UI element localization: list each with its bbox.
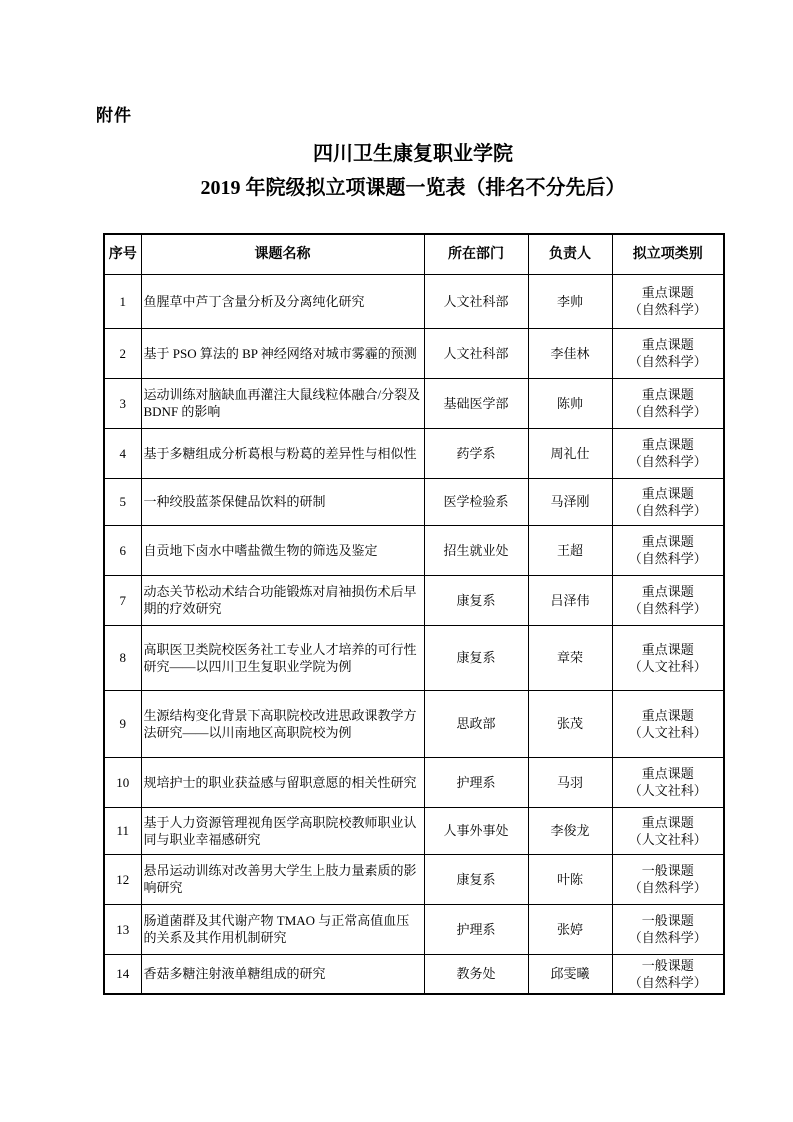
row-number-cell: 12 [104,854,141,904]
leader-cell: 马泽刚 [528,478,612,525]
project-title-cell: 运动训练对脑缺血再灌注大鼠线粒体融合/分裂及 BDNF 的影响 [141,378,424,428]
leader-cell: 李俊龙 [528,807,612,854]
category-cell [612,378,724,428]
leader-cell: 章荣 [528,625,612,690]
department-cell: 基础医学部 [424,378,528,428]
department-cell: 护理系 [424,904,528,954]
category-field: （自然科学） [628,930,707,945]
title-block [103,141,723,202]
column-header-leader: 负责人 [528,234,612,274]
category-cell [612,625,724,690]
table-row [104,904,724,954]
leader-cell: 陈帅 [528,378,612,428]
category-type: 重点课题 [641,437,694,452]
category-type: 重点课题 [641,584,694,599]
row-number-cell: 10 [104,757,141,807]
project-title-cell: 肠道菌群及其代谢产物 TMAO 与正常高值血压的关系及其作用机制研究 [141,904,424,954]
row-number-cell: 3 [104,378,141,428]
row-number-cell: 7 [104,575,141,625]
row-number-cell: 1 [104,274,141,328]
department-cell: 思政部 [424,690,528,757]
row-number-cell: 8 [104,625,141,690]
leader-cell: 李帅 [528,274,612,328]
category-type: 重点课题 [641,814,694,830]
project-title-cell: 基于 PSO 算法的 BP 神经网络对城市雾霾的预测 [141,328,424,378]
department-cell: 人事外事处 [424,807,528,854]
category-cell [612,757,724,807]
department-cell: 康复系 [424,625,528,690]
row-number-cell: 2 [104,328,141,378]
category-type: 重点课题 [641,641,694,657]
department-cell: 人文社科部 [424,274,528,328]
category-cell [612,690,724,757]
category-field: （自然科学） [628,354,707,369]
row-number-cell: 6 [104,525,141,575]
category-type: 一般课题 [641,913,694,928]
project-title-cell: 一种绞股蓝茶保健品饮料的研制 [141,478,424,525]
category-cell [612,274,724,328]
project-title-cell: 基于多糖组成分析葛根与粉葛的差异性与相似性 [141,428,424,478]
project-title-cell: 规培护士的职业获益感与留职意愿的相关性研究 [141,757,424,807]
leader-cell: 吕泽伟 [528,575,612,625]
row-number-cell: 4 [104,428,141,478]
category-field: （自然科学） [628,502,707,518]
category-type: 重点课题 [641,485,694,501]
category-type: 重点课题 [641,534,694,549]
leader-cell: 周礼仕 [528,428,612,478]
category-cell [612,904,724,954]
leader-cell: 王超 [528,525,612,575]
category-field: （自然科学） [628,454,707,469]
department-cell: 康复系 [424,854,528,904]
leader-cell: 李佳林 [528,328,612,378]
table-row [104,478,724,525]
project-title-cell: 自贡地下卤水中嗜盐微生物的筛选及鉴定 [141,525,424,575]
project-title-cell: 生源结构变化背景下高职院校改进思政课教学方法研究——以川南地区高职院校为例 [141,690,424,757]
leader-cell: 张婷 [528,904,612,954]
leader-cell: 叶陈 [528,854,612,904]
row-number-cell: 5 [104,478,141,525]
category-field: （人文社科） [628,783,707,798]
category-cell [612,525,724,575]
category-type: 重点课题 [641,337,694,352]
category-type: 重点课题 [641,285,694,300]
category-field: （人文社科） [628,831,707,847]
table-row [104,274,724,328]
attachment-label: 附件 [96,106,132,125]
row-number-cell: 14 [104,954,141,994]
project-title-cell: 基于人力资源管理视角医学高职院校教师职业认同与职业幸福感研究 [141,807,424,854]
category-cell [612,575,724,625]
table-row [104,625,724,690]
category-cell [612,954,724,994]
department-cell: 教务处 [424,954,528,994]
department-cell: 护理系 [424,757,528,807]
table-row [104,954,724,994]
category-cell [612,854,724,904]
column-header-title: 课题名称 [141,234,424,274]
table-header-row [104,234,724,274]
project-title-cell: 鱼腥草中芦丁含量分析及分离纯化研究 [141,274,424,328]
projects-table [103,233,725,995]
project-title-cell: 动态关节松动术结合功能锻炼对肩袖损伤术后早期的疗效研究 [141,575,424,625]
doc-subtitle: 2019 年院级拟立项课题一览表（排名不分先后） [200,177,626,199]
table-row [104,854,724,904]
table-row [104,757,724,807]
department-cell: 医学检验系 [424,478,528,525]
department-cell: 药学系 [424,428,528,478]
category-cell [612,478,724,525]
category-type: 重点课题 [641,707,694,723]
project-title-cell: 香菇多糖注射液单糖组成的研究 [141,954,424,994]
category-type: 一般课题 [641,863,694,878]
column-header-category: 拟立项类别 [612,234,724,274]
category-field: （自然科学） [628,302,707,317]
category-type: 重点课题 [641,766,694,781]
category-type: 一般课题 [641,957,694,973]
category-field: （自然科学） [628,601,707,616]
column-header-no: 序号 [104,234,141,274]
leader-cell: 马羽 [528,757,612,807]
table-row [104,807,724,854]
doc-title: 四川卫生康复职业学院 [313,143,513,165]
row-number-cell: 13 [104,904,141,954]
row-number-cell: 9 [104,690,141,757]
table-row [104,575,724,625]
table-row [104,690,724,757]
category-field: （自然科学） [628,880,707,895]
department-cell: 人文社科部 [424,328,528,378]
category-field: （人文社科） [628,724,707,740]
project-title-cell: 高职医卫类院校医务社工专业人才培养的可行性研究——以四川卫生复职业学院为例 [141,625,424,690]
category-cell [612,328,724,378]
category-type: 重点课题 [641,387,694,402]
table-row [104,525,724,575]
category-cell [612,807,724,854]
table-row [104,428,724,478]
column-header-dept: 所在部门 [424,234,528,274]
leader-cell: 邱雯曦 [528,954,612,994]
department-cell: 康复系 [424,575,528,625]
category-field: （自然科学） [628,404,707,419]
department-cell: 招生就业处 [424,525,528,575]
leader-cell: 张茂 [528,690,612,757]
table-row [104,328,724,378]
table-row [104,378,724,428]
category-field: （自然科学） [628,974,707,990]
row-number-cell: 11 [104,807,141,854]
category-cell [612,428,724,478]
category-field: （人文社科） [628,658,707,674]
project-title-cell: 悬吊运动训练对改善男大学生上肢力量素质的影响研究 [141,854,424,904]
category-field: （自然科学） [628,551,707,566]
